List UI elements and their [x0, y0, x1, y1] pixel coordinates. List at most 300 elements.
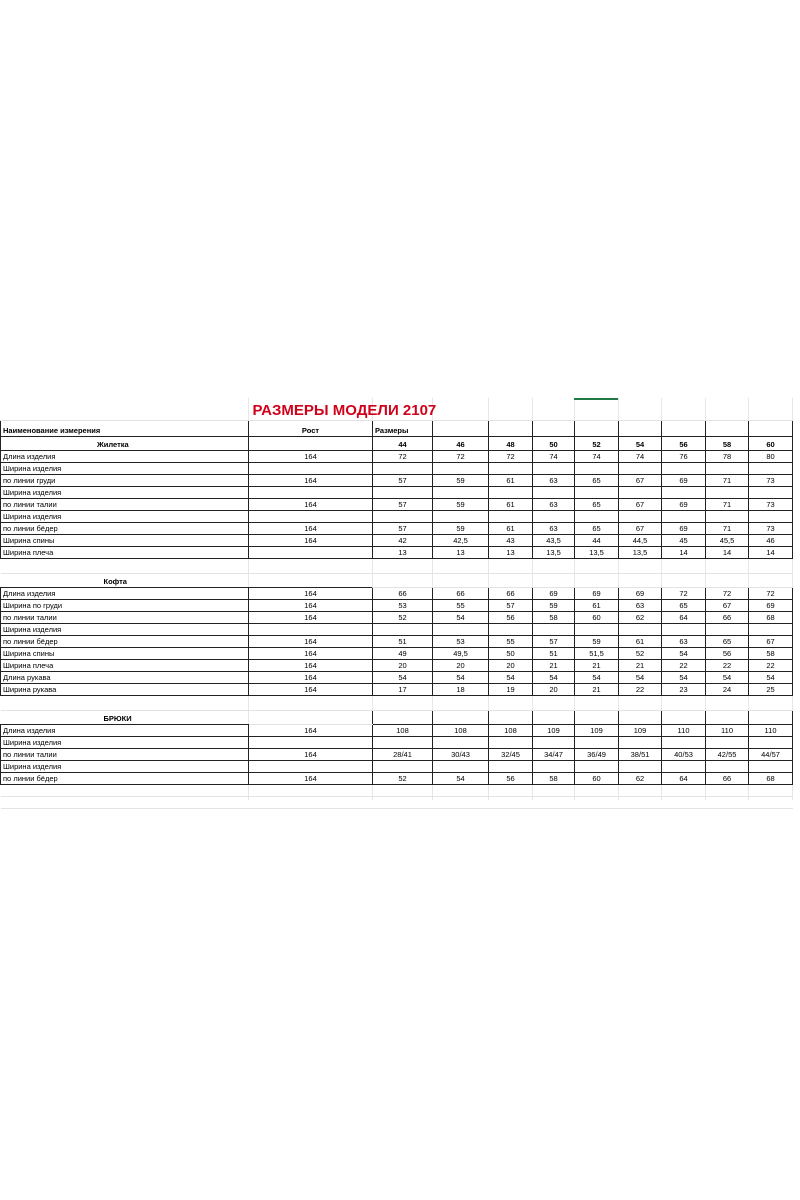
measurement-row	[1, 523, 793, 535]
size-value-44	[373, 624, 433, 636]
size-value-58	[706, 761, 749, 773]
size-value-44: 52	[373, 773, 433, 785]
size-value-50	[533, 487, 575, 499]
height-cell: 164	[249, 672, 373, 684]
empty-cell	[373, 559, 433, 574]
title-row	[1, 398, 793, 421]
section-header-row	[1, 437, 793, 451]
measurement-row	[1, 499, 793, 511]
size-value-50: 51	[533, 648, 575, 660]
size-value-50: 69	[533, 588, 575, 600]
size-value-52: 44	[575, 535, 619, 547]
size-value-56: 69	[662, 499, 706, 511]
empty-cell	[749, 711, 793, 725]
size-value-50: 63	[533, 475, 575, 487]
size-value-48	[489, 463, 533, 475]
size-value-50: 54	[533, 672, 575, 684]
size-header: 46	[433, 437, 489, 451]
size-value-58: 22	[706, 660, 749, 672]
size-value-60	[749, 511, 793, 523]
measurement-row	[1, 535, 793, 547]
size-value-46	[433, 511, 489, 523]
size-value-56: 69	[662, 523, 706, 535]
size-value-46: 13	[433, 547, 489, 559]
empty-cell	[533, 785, 575, 797]
size-value-46: 18	[433, 684, 489, 696]
measurement-row	[1, 761, 793, 773]
measurement-row	[1, 672, 793, 684]
measurement-name: по линии бёдер	[1, 773, 249, 785]
size-value-50: 20	[533, 684, 575, 696]
size-value-52: 51,5	[575, 648, 619, 660]
empty-cell	[373, 696, 433, 711]
section-header-row	[1, 574, 793, 588]
size-value-60: 14	[749, 547, 793, 559]
size-value-44: 17	[373, 684, 433, 696]
measurement-name: Ширина изделия	[1, 511, 249, 523]
size-value-46: 54	[433, 612, 489, 624]
size-value-46: 54	[433, 672, 489, 684]
section-name: Жилетка	[1, 437, 249, 451]
size-value-52: 21	[575, 660, 619, 672]
size-value-60: 67	[749, 636, 793, 648]
size-value-56: 64	[662, 773, 706, 785]
empty-cell	[489, 785, 533, 797]
size-value-60: 80	[749, 451, 793, 463]
size-value-52: 59	[575, 636, 619, 648]
size-value-54: 52	[619, 648, 662, 660]
size-value-58: 45,5	[706, 535, 749, 547]
empty-cell	[706, 797, 749, 809]
size-value-44: 53	[373, 600, 433, 612]
size-value-44: 72	[373, 451, 433, 463]
empty-cell	[533, 574, 575, 588]
empty-cell	[489, 797, 533, 809]
height-cell	[249, 737, 373, 749]
measurement-name: по линии груди	[1, 475, 249, 487]
size-value-48: 61	[489, 475, 533, 487]
size-value-54: 67	[619, 523, 662, 535]
size-value-54: 62	[619, 612, 662, 624]
height-cell	[249, 624, 373, 636]
size-value-44: 66	[373, 588, 433, 600]
empty-cell	[1, 797, 249, 809]
size-value-48: 54	[489, 672, 533, 684]
size-value-54: 62	[619, 773, 662, 785]
header-height: Рост	[249, 421, 373, 437]
size-value-54	[619, 463, 662, 475]
empty-cell	[662, 574, 706, 588]
empty-cell	[433, 711, 489, 725]
height-cell: 164	[249, 535, 373, 547]
measurement-row	[1, 451, 793, 463]
size-value-44: 52	[373, 612, 433, 624]
size-value-56: 65	[662, 600, 706, 612]
size-value-46: 72	[433, 451, 489, 463]
empty-cell	[433, 574, 489, 588]
measurement-name: Длина изделия	[1, 725, 249, 737]
size-value-52: 69	[575, 588, 619, 600]
size-value-60: 25	[749, 684, 793, 696]
empty-cell	[373, 574, 433, 588]
size-value-56: 63	[662, 636, 706, 648]
size-value-44	[373, 511, 433, 523]
size-value-56: 54	[662, 648, 706, 660]
size-header: 48	[489, 437, 533, 451]
measurement-row	[1, 684, 793, 696]
empty-cell	[249, 574, 373, 588]
measurement-row	[1, 725, 793, 737]
size-value-46: 55	[433, 600, 489, 612]
size-value-54: 67	[619, 475, 662, 487]
size-value-48: 108	[489, 725, 533, 737]
header-name: Наименование измерения	[1, 421, 249, 437]
size-value-60: 58	[749, 648, 793, 660]
height-cell: 164	[249, 612, 373, 624]
size-value-58: 78	[706, 451, 749, 463]
measurement-name: Длина изделия	[1, 588, 249, 600]
size-value-54: 109	[619, 725, 662, 737]
chart-title: РАЗМЕРЫ МОДЕЛИ 2107	[252, 402, 437, 419]
empty-cell	[249, 785, 373, 797]
size-value-50: 63	[533, 499, 575, 511]
size-value-48: 56	[489, 612, 533, 624]
size-value-46	[433, 761, 489, 773]
size-value-60: 54	[749, 672, 793, 684]
size-value-58	[706, 487, 749, 499]
size-value-46: 30/43	[433, 749, 489, 761]
measurement-row	[1, 737, 793, 749]
size-value-54: 63	[619, 600, 662, 612]
empty-cell	[749, 797, 793, 809]
size-value-48: 20	[489, 660, 533, 672]
size-value-44: 20	[373, 660, 433, 672]
empty-cell	[749, 785, 793, 797]
size-value-56: 45	[662, 535, 706, 547]
size-value-56: 14	[662, 547, 706, 559]
size-value-56: 64	[662, 612, 706, 624]
size-value-54: 21	[619, 660, 662, 672]
empty-cell	[575, 785, 619, 797]
size-value-44	[373, 487, 433, 499]
empty-cell	[706, 711, 749, 725]
size-value-54: 22	[619, 684, 662, 696]
height-cell: 164	[249, 648, 373, 660]
size-value-46	[433, 487, 489, 499]
size-value-60: 22	[749, 660, 793, 672]
size-value-44: 54	[373, 672, 433, 684]
empty-cell	[749, 696, 793, 711]
size-value-52: 13,5	[575, 547, 619, 559]
measurement-name: Ширина рукава	[1, 684, 249, 696]
empty-cell	[373, 785, 433, 797]
size-value-50: 59	[533, 600, 575, 612]
measurement-name: по линии талии	[1, 749, 249, 761]
size-value-56: 110	[662, 725, 706, 737]
size-value-58: 71	[706, 499, 749, 511]
empty-cell	[373, 797, 433, 809]
size-value-60	[749, 463, 793, 475]
size-value-58: 56	[706, 648, 749, 660]
empty-row	[1, 797, 793, 809]
height-cell: 164	[249, 523, 373, 535]
size-value-56: 23	[662, 684, 706, 696]
empty-cell	[489, 711, 533, 725]
height-cell	[249, 547, 373, 559]
height-cell: 164	[249, 684, 373, 696]
empty-row	[1, 785, 793, 797]
size-value-60	[749, 761, 793, 773]
empty-cell	[249, 696, 373, 711]
empty-cell	[433, 797, 489, 809]
empty-cell	[619, 785, 662, 797]
size-value-48	[489, 511, 533, 523]
measurement-name: Ширина изделия	[1, 487, 249, 499]
spacer-row	[1, 696, 793, 711]
empty-cell	[662, 696, 706, 711]
empty-cell	[575, 574, 619, 588]
empty-cell	[489, 574, 533, 588]
size-value-52: 21	[575, 684, 619, 696]
size-value-60: 69	[749, 600, 793, 612]
section-header-row	[1, 711, 793, 725]
size-chart-body	[1, 398, 793, 809]
height-cell: 164	[249, 588, 373, 600]
size-value-48: 19	[489, 684, 533, 696]
size-value-58: 14	[706, 547, 749, 559]
size-value-44: 28/41	[373, 749, 433, 761]
spreadsheet-area	[0, 398, 800, 800]
size-value-46: 49,5	[433, 648, 489, 660]
size-value-58: 72	[706, 588, 749, 600]
size-value-52	[575, 487, 619, 499]
size-value-54	[619, 487, 662, 499]
size-value-58: 110	[706, 725, 749, 737]
empty-cell	[489, 696, 533, 711]
empty-cell	[249, 711, 373, 725]
size-value-48: 66	[489, 588, 533, 600]
measurement-name: Ширина плеча	[1, 547, 249, 559]
size-value-52: 36/49	[575, 749, 619, 761]
size-value-50: 34/47	[533, 749, 575, 761]
height-cell	[249, 511, 373, 523]
height-cell: 164	[249, 725, 373, 737]
empty-cell	[1, 785, 249, 797]
size-value-48: 72	[489, 451, 533, 463]
size-value-46	[433, 463, 489, 475]
size-value-56	[662, 624, 706, 636]
size-value-46: 59	[433, 523, 489, 535]
size-value-48	[489, 761, 533, 773]
size-value-48: 13	[489, 547, 533, 559]
size-value-60: 110	[749, 725, 793, 737]
size-value-52: 65	[575, 475, 619, 487]
height-cell	[249, 487, 373, 499]
size-value-56	[662, 463, 706, 475]
size-value-48: 61	[489, 523, 533, 535]
empty-cell	[662, 785, 706, 797]
size-value-44: 57	[373, 499, 433, 511]
size-value-52	[575, 463, 619, 475]
size-value-50: 58	[533, 612, 575, 624]
size-value-52: 60	[575, 612, 619, 624]
empty-cell	[1, 559, 249, 574]
size-value-56: 76	[662, 451, 706, 463]
size-value-50: 74	[533, 451, 575, 463]
size-value-52: 60	[575, 773, 619, 785]
size-value-46: 59	[433, 475, 489, 487]
measurement-name: Ширина спины	[1, 535, 249, 547]
size-value-56	[662, 737, 706, 749]
size-value-48	[489, 487, 533, 499]
measurement-row	[1, 749, 793, 761]
size-value-60: 73	[749, 499, 793, 511]
size-value-44: 51	[373, 636, 433, 648]
empty-cell	[706, 574, 749, 588]
size-value-50: 109	[533, 725, 575, 737]
empty-cell	[575, 711, 619, 725]
empty-cell	[1, 696, 249, 711]
measurement-row	[1, 612, 793, 624]
size-value-52: 65	[575, 523, 619, 535]
empty-cell	[249, 437, 373, 451]
size-chart-table	[0, 398, 793, 809]
size-value-48	[489, 624, 533, 636]
measurement-row	[1, 660, 793, 672]
size-value-60	[749, 624, 793, 636]
empty-cell	[619, 711, 662, 725]
empty-cell	[619, 797, 662, 809]
empty-cell	[433, 785, 489, 797]
size-value-48: 43	[489, 535, 533, 547]
size-value-60: 73	[749, 475, 793, 487]
height-cell	[249, 463, 373, 475]
measurement-row	[1, 463, 793, 475]
empty-cell	[749, 574, 793, 588]
size-value-54: 74	[619, 451, 662, 463]
size-value-50: 58	[533, 773, 575, 785]
empty-cell	[249, 797, 373, 809]
size-value-54: 13,5	[619, 547, 662, 559]
size-value-60: 72	[749, 588, 793, 600]
size-value-58: 66	[706, 612, 749, 624]
empty-cell	[662, 797, 706, 809]
size-header: 60	[749, 437, 793, 451]
size-value-58	[706, 463, 749, 475]
size-value-54	[619, 737, 662, 749]
height-cell: 164	[249, 475, 373, 487]
height-cell: 164	[249, 600, 373, 612]
size-value-52	[575, 737, 619, 749]
size-header: 58	[706, 437, 749, 451]
size-value-58: 71	[706, 475, 749, 487]
size-value-44: 42	[373, 535, 433, 547]
size-value-56	[662, 511, 706, 523]
size-value-54: 69	[619, 588, 662, 600]
size-value-60: 46	[749, 535, 793, 547]
size-value-52: 74	[575, 451, 619, 463]
size-value-46: 54	[433, 773, 489, 785]
size-value-48: 56	[489, 773, 533, 785]
height-cell: 164	[249, 636, 373, 648]
section-name: БРЮКИ	[1, 711, 249, 725]
size-value-58	[706, 737, 749, 749]
size-value-58	[706, 624, 749, 636]
size-header: 50	[533, 437, 575, 451]
size-value-52	[575, 624, 619, 636]
size-value-60: 44/57	[749, 749, 793, 761]
measurement-row	[1, 773, 793, 785]
size-value-48: 50	[489, 648, 533, 660]
size-value-46: 108	[433, 725, 489, 737]
size-value-52	[575, 761, 619, 773]
size-value-46: 59	[433, 499, 489, 511]
measurement-row	[1, 636, 793, 648]
size-value-46: 53	[433, 636, 489, 648]
measurement-name: по линии бёдер	[1, 636, 249, 648]
size-value-50	[533, 737, 575, 749]
empty-cell	[662, 559, 706, 574]
size-value-46: 20	[433, 660, 489, 672]
measurement-row	[1, 624, 793, 636]
empty-cell	[706, 785, 749, 797]
size-value-54	[619, 624, 662, 636]
size-value-50: 57	[533, 636, 575, 648]
size-value-58: 71	[706, 523, 749, 535]
size-value-52	[575, 511, 619, 523]
size-value-58: 67	[706, 600, 749, 612]
measurement-name: Ширина изделия	[1, 737, 249, 749]
section-name: Кофта	[1, 574, 249, 588]
empty-cell	[433, 696, 489, 711]
measurement-row	[1, 648, 793, 660]
size-value-46	[433, 624, 489, 636]
size-value-54: 38/51	[619, 749, 662, 761]
size-value-50: 43,5	[533, 535, 575, 547]
empty-cell	[533, 797, 575, 809]
measurement-name: Длина рукава	[1, 672, 249, 684]
measurement-row	[1, 487, 793, 499]
size-value-56: 22	[662, 660, 706, 672]
size-value-44	[373, 463, 433, 475]
measurement-row	[1, 547, 793, 559]
size-value-56: 69	[662, 475, 706, 487]
size-value-58: 42/55	[706, 749, 749, 761]
empty-cell	[373, 711, 433, 725]
size-value-60: 73	[749, 523, 793, 535]
size-header: 44	[373, 437, 433, 451]
height-cell	[249, 761, 373, 773]
size-value-54: 61	[619, 636, 662, 648]
size-value-48	[489, 737, 533, 749]
measurement-name: Ширина изделия	[1, 761, 249, 773]
size-header: 52	[575, 437, 619, 451]
measurement-row	[1, 600, 793, 612]
height-cell: 164	[249, 773, 373, 785]
header-sizes: Размеры	[373, 421, 433, 437]
size-header: 56	[662, 437, 706, 451]
empty-cell	[575, 559, 619, 574]
size-value-48: 32/45	[489, 749, 533, 761]
size-value-60	[749, 737, 793, 749]
size-value-44: 49	[373, 648, 433, 660]
size-value-54: 44,5	[619, 535, 662, 547]
size-value-58: 65	[706, 636, 749, 648]
empty-cell	[533, 559, 575, 574]
measurement-row	[1, 511, 793, 523]
empty-cell	[662, 711, 706, 725]
empty-cell	[575, 696, 619, 711]
